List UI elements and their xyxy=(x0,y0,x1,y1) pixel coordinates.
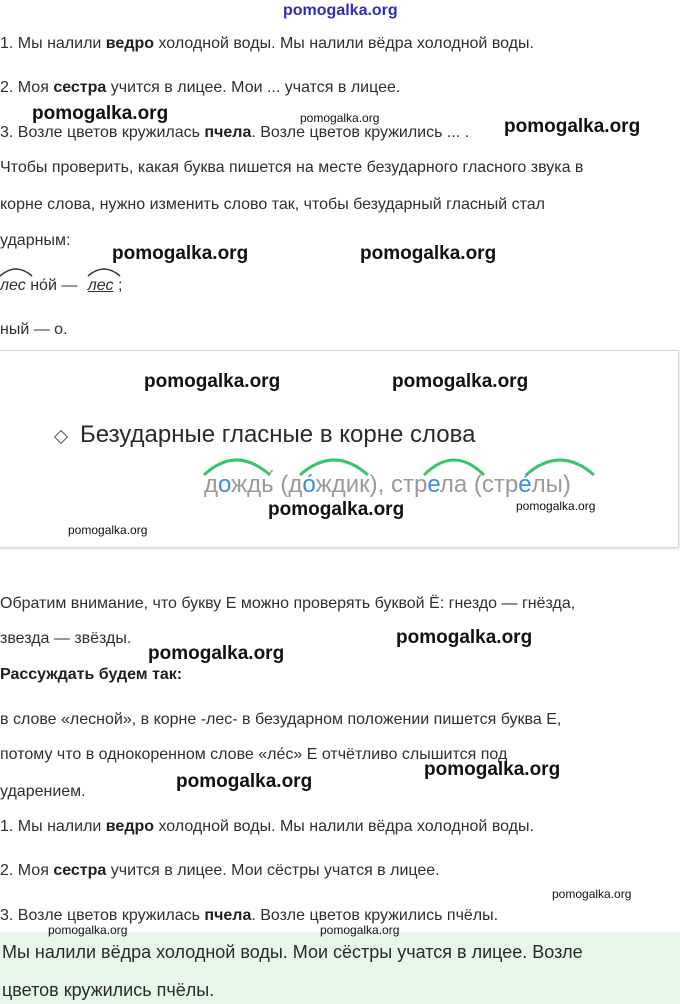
answer-line-1-text: 1. Мы налили xyxy=(0,818,106,835)
root-arc-icon xyxy=(86,264,122,278)
answer-line-3-text: 3. Возле цветов кружилась xyxy=(0,907,205,924)
answer-line-2-rest: учится в лицее. Мои сёстры учатся в лицее. xyxy=(106,862,440,879)
card-example-part: ждик), стр xyxy=(315,471,428,498)
card-example-part: ждь́ xyxy=(231,471,274,498)
task-line-1-rest: холодной воды. Мы налили вёдра холодной воды. xyxy=(154,35,534,52)
task-line-3-rest: . Возле цветов кружились ... . xyxy=(251,124,470,141)
answer-line-1-bold: ведро xyxy=(105,818,155,835)
watermark: pomogalka.org xyxy=(68,523,148,537)
answer-line-3-rest: . Возле цветов кружились пчёлы. xyxy=(251,907,499,924)
card-example-part: лы) xyxy=(531,471,571,498)
watermark: pomogalka.org xyxy=(396,627,533,648)
root-example-root-1 xyxy=(0,276,26,296)
task-line-2-text: 2. Моя xyxy=(0,79,54,96)
rule-line-1: Чтобы проверить, какая буква пишется на месте безударного гласного звука в xyxy=(0,159,584,176)
root-example xyxy=(0,276,122,296)
rule-line-2: корне слова, нужно изменить слово так, чтобы безударный гласный стал xyxy=(0,196,545,213)
card-example-vowel: о́ xyxy=(302,471,316,498)
root-example-root-2-text: лес xyxy=(87,277,114,294)
reasoning-line-1: Обратим внимание, что букву Е можно проверять буквой Ё: гнездо — гнёзда, xyxy=(0,595,576,612)
answer-line-1 xyxy=(0,817,534,837)
reasoning-line-3: в слове «лесной», в корне -лес- в безударном положении пишется буква Е, xyxy=(0,711,562,728)
rule-line-5: ный — о. xyxy=(0,321,68,338)
answer-line-1-rest: холодной воды. Мы налили вёдра холодной воды. xyxy=(154,818,534,835)
answer-line-2-text: 2. Моя xyxy=(0,862,54,879)
answer-line-2-bold: сестра xyxy=(53,862,107,879)
answer-line-3-bold: пчела xyxy=(204,907,252,924)
watermark: pomogalka.org xyxy=(392,371,529,392)
task-line-1 xyxy=(0,34,534,54)
watermark: pomogalka.org xyxy=(148,643,285,664)
reasoning-heading xyxy=(0,665,182,685)
rule-line-3: ударным: xyxy=(0,232,71,249)
card-example-vowel: е́ xyxy=(518,471,532,498)
card-example-part: д xyxy=(204,471,219,498)
task-line-1-bold: ведро xyxy=(105,35,155,52)
card-example-vowel: о xyxy=(218,471,232,498)
card-example-vowel: е xyxy=(427,471,440,498)
watermark: pomogalka.org xyxy=(300,111,380,125)
result-line-2: цветов кружились пчёлы. xyxy=(2,980,215,1000)
reasoning-line-5: ударением. xyxy=(0,783,86,800)
card-example-part: ла (стр xyxy=(439,471,519,498)
watermark: pomogalka.org xyxy=(552,887,632,901)
watermark: pomogalka.org xyxy=(48,923,128,937)
reasoning-heading-text: Рассуждать будем так: xyxy=(0,666,183,683)
task-line-2-bold: сестра xyxy=(53,79,107,96)
card-example-part: (д xyxy=(273,471,303,498)
card-title: Безударные гласные в корне слова xyxy=(80,421,476,448)
root-example-end: ; xyxy=(117,277,123,294)
watermark: pomogalka.org xyxy=(112,243,249,264)
reasoning-line-4: потому что в однокоренном слове «ле́с» Е отчётливо слышится под xyxy=(0,746,508,763)
card-example xyxy=(204,471,571,499)
root-arc-icon xyxy=(0,264,34,278)
watermark: pomogalka.org xyxy=(32,103,169,124)
reasoning-line-2: звезда — звёзды. xyxy=(0,630,132,647)
result-block xyxy=(0,932,680,1004)
task-line-3 xyxy=(0,123,469,143)
answer-line-2 xyxy=(0,861,440,881)
task-line-2-rest: учится в лицее. Мои ... учатся в лицее. xyxy=(106,79,401,96)
task-line-3-text: 3. Возле цветов кружилась xyxy=(0,124,205,141)
watermark: pomogalka.org xyxy=(360,243,497,264)
watermark: pomogalka.org xyxy=(516,499,596,513)
watermark: pomogalka.org xyxy=(268,499,405,520)
watermark-top: pomogalka.org xyxy=(283,2,398,19)
root-example-root-1-text: лес xyxy=(0,277,26,294)
watermark: pomogalka.org xyxy=(504,116,641,137)
result-line-1: Мы налили вёдра холодной воды. Мои сёстры учатся в лицее. Возле xyxy=(2,942,583,962)
watermark: pomogalka.org xyxy=(320,923,400,937)
root-example-root-2 xyxy=(88,276,114,296)
root-example-suffix: но́й — xyxy=(30,277,78,294)
task-line-1-text: 1. Мы налили xyxy=(0,35,106,52)
diamond-icon xyxy=(54,430,68,444)
watermark: pomogalka.org xyxy=(176,771,313,792)
task-line-2 xyxy=(0,78,400,98)
watermark: pomogalka.org xyxy=(424,759,561,780)
task-line-3-bold: пчела xyxy=(204,124,252,141)
watermark: pomogalka.org xyxy=(144,371,281,392)
